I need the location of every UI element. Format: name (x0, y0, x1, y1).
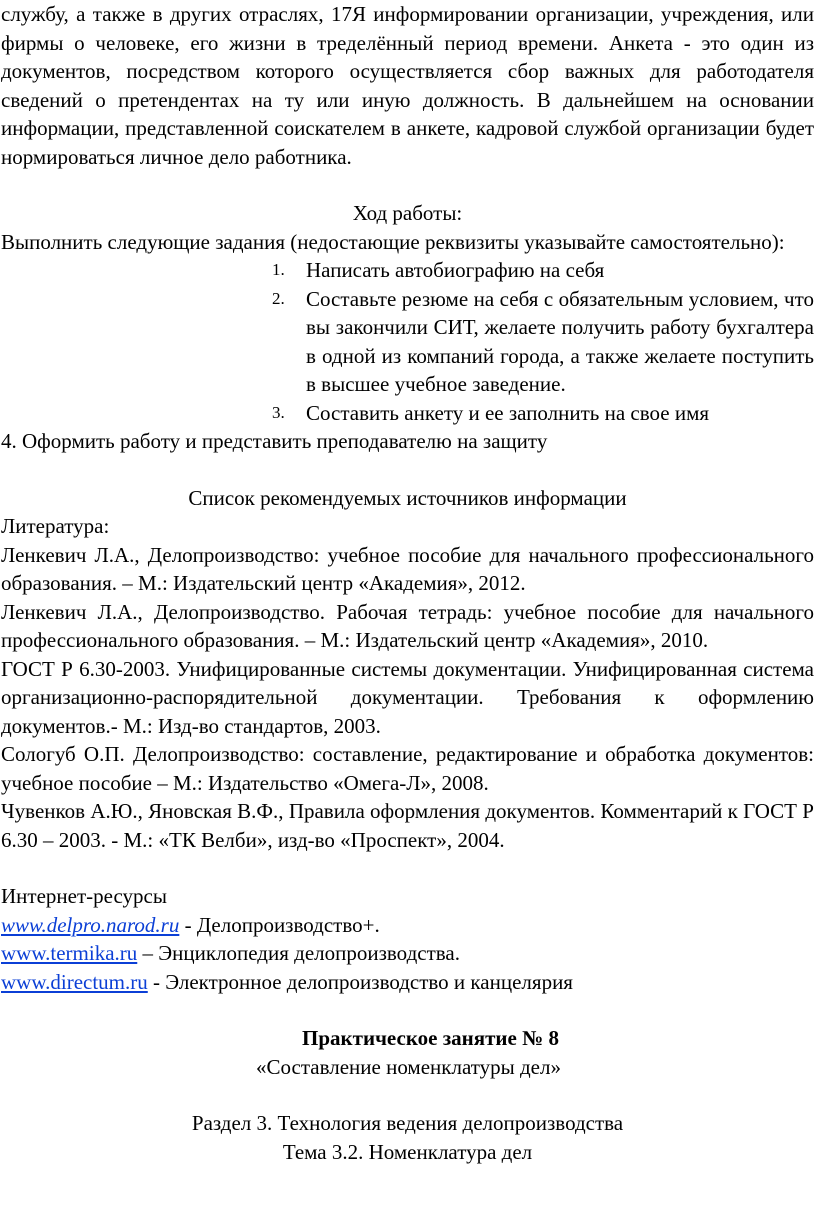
intro-paragraph: службу, а также в других отраслях, 17Я информировании организации, учреждения, или фирмы о человеке, его жизни в тределённый период времени. Анкета - это один из документов, посредством которого осуществляется сбор важных для работодателя сведений о претендентах на ту или иную должность. В дальнейшем на основании информации, представленной соискателем в анкете, кадровой службой организации будет нормироваться личное дело работника. (1, 2, 814, 169)
task-text: Составьте резюме на себя с обязательным условием, что вы закончили СИТ, желаете получить работу бухгалтера в одной из компаний города, а также желаете поступить в высшее учебное заведение. (306, 286, 814, 396)
section-title: Раздел 3. Технология ведения делопроизводства (191, 1111, 624, 1135)
lesson-subtitle: «Составление номенклатуры дел» (256, 1054, 561, 1079)
lesson-title: Практическое занятие № 8 (302, 1026, 559, 1050)
link-termika[interactable]: www.termika.ru (1, 941, 138, 965)
task-item-3 (0, 399, 816, 428)
task-item-1 (0, 256, 816, 285)
task-number: 3. (272, 402, 285, 422)
task-list (0, 256, 816, 427)
topic-title: Тема 3.2. Номенклатура дел (282, 1139, 533, 1164)
link-description: – Энциклопедия делопроизводства. (137, 941, 460, 965)
link-directum[interactable]: www.directum.ru (1, 969, 148, 994)
link-delpro[interactable]: www.delpro.narod.ru (1, 912, 180, 937)
task-item-2 (0, 285, 816, 399)
sources-heading: Список рекомендуемых источников информации (188, 485, 627, 510)
task-number: 1. (272, 260, 285, 279)
internet-item (1, 968, 814, 997)
literature-item: Ленкевич Л.А., Делопроизводство: учебное пособие для начального профессионального образования. – М.: Издательский центр «Академия», 2012. (1, 542, 814, 595)
task-item-4: 4. Оформить работу и представить преподавателю на защиту (1, 429, 548, 453)
literature-item: ГОСТ Р 6.30-2003. Унифицированные системы документации. Унифицированная система организационно-распорядительной документации. Требования к оформлению документов.- М.: Изд-во стандартов, 2003. (1, 656, 814, 738)
internet-label: Интернет-ресурсы (1, 884, 167, 908)
literature-item: Сологуб О.П. Делопроизводство: составление, редактирование и обработка документов: учебное пособие – М.: Издательство «Омега-Л», 2008. (1, 742, 814, 795)
link-description: - Электронное делопроизводство и канцелярия (147, 969, 573, 994)
task-text: Написать автобиографию на себя (306, 258, 605, 282)
internet-item (1, 911, 814, 940)
task-intro: Выполнить следующие задания (недостающие реквизиты указывайте самостоятельно): (1, 229, 785, 254)
internet-item (1, 939, 814, 968)
link-description: - Делопроизводство+. (179, 912, 380, 937)
task-text: Составить анкету и ее заполнить на свое имя (306, 400, 710, 425)
work-heading: Ход работы: (352, 201, 463, 225)
task-number: 2. (272, 288, 285, 308)
literature-item: Чувенков А.Ю., Яновская В.Ф., Правила оформления документов. Комментарий к ГОСТ Р 6.30 – 2003. - М.: «ТК Велби», изд-во «Проспект», 2004. (1, 799, 814, 852)
literature-item: Ленкевич Л.А., Делопроизводство. Рабочая тетрадь: учебное пособие для начального профессионального образования. – М.: Издательский центр «Академия», 2010. (1, 599, 814, 652)
literature-label: Литература: (1, 514, 110, 538)
